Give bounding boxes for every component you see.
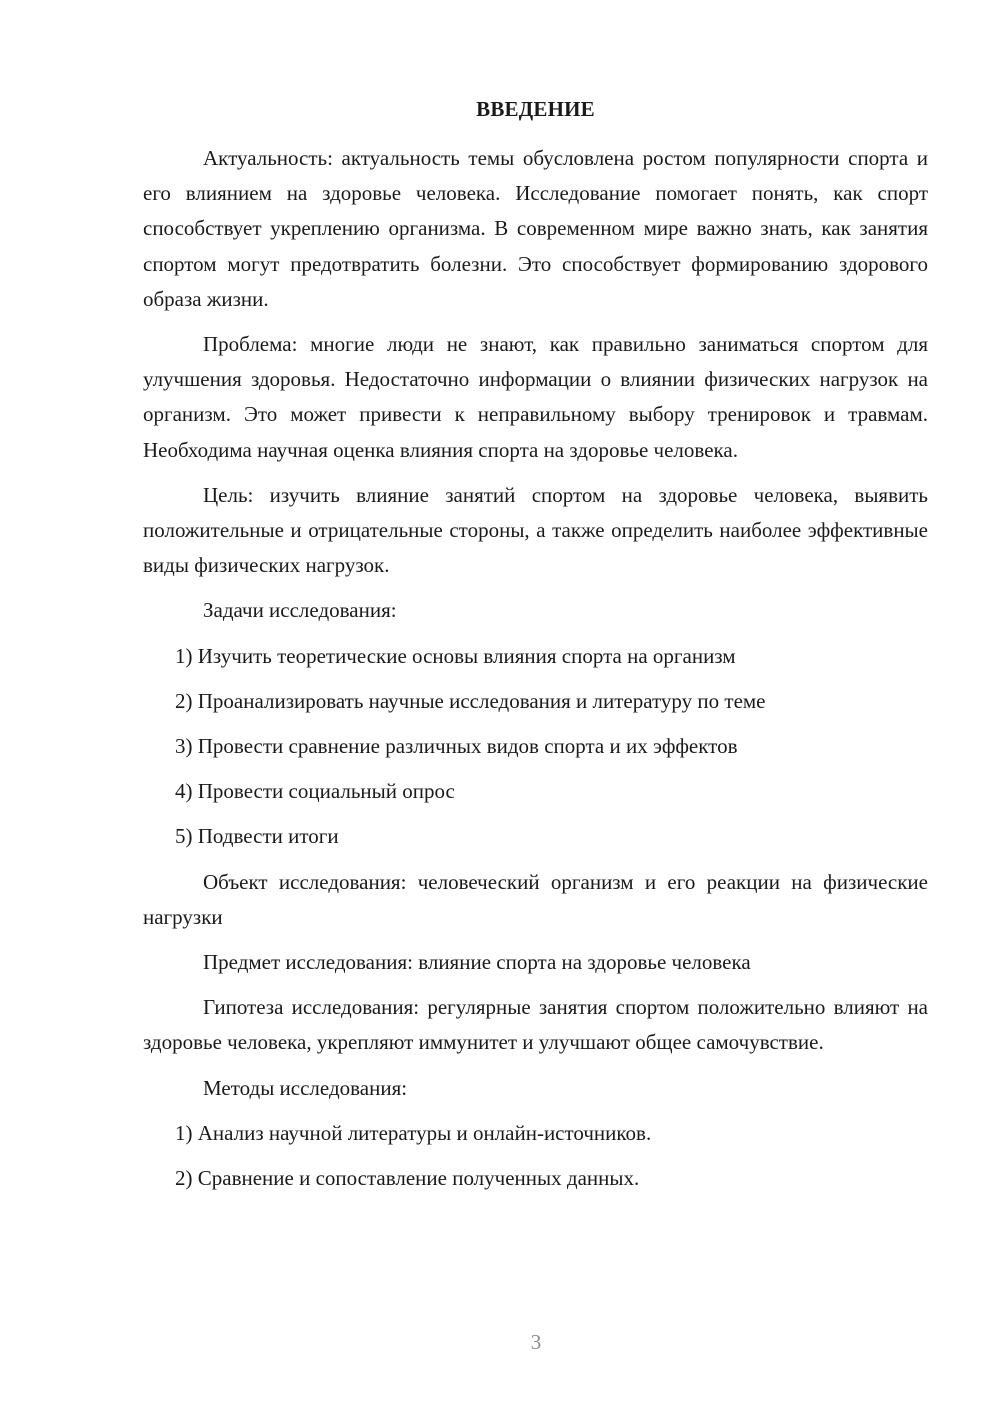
task-item: 3) Провести сравнение различных видов спорта и их эффектов xyxy=(175,734,738,759)
object-paragraph: Объект исследования: человеческий организм и его реакции на физические нагрузки xyxy=(143,869,928,929)
document-page xyxy=(143,94,928,1206)
method-item: 1) Анализ научной литературы и онлайн-источников. xyxy=(175,1120,652,1145)
page-title: ВВЕДЕНИЕ xyxy=(476,97,595,121)
task-item: 5) Подвести итоги xyxy=(175,824,339,849)
tasks-heading: Задачи исследования: xyxy=(203,598,397,623)
goal-paragraph: Цель: изучить влияние занятий спортом на здоровье человека, выявить положительные и отрицательные стороны, а также определить наиболее эффективные виды физических нагрузок. xyxy=(143,482,928,578)
subject-paragraph: Предмет исследования: влияние спорта на здоровье человека xyxy=(203,950,751,975)
relevance-paragraph: Актуальность: актуальность темы обусловлена ростом популярности спорта и его влиянием на здоровье человека. Исследование помогает понять, как спорт способствует укреплению организма. В современном мире важно знать, как занятия спортом могут предотвратить болезни. Это способствует формированию здорового образа жизни. xyxy=(143,146,928,311)
method-item: 2) Сравнение и сопоставление полученных данных. xyxy=(175,1166,640,1191)
task-item: 1) Изучить теоретические основы влияния спорта на организм xyxy=(175,643,736,668)
task-item: 4) Провести социальный опрос xyxy=(175,779,455,804)
hypothesis-paragraph: Гипотеза исследования: регулярные занятия спортом положительно влияют на здоровье человека, укрепляют иммунитет и улучшают общее самочувствие. xyxy=(143,995,928,1055)
page-number: 3 xyxy=(530,1330,542,1354)
task-item: 2) Проанализировать научные исследования и литературу по теме xyxy=(175,688,766,713)
methods-heading: Методы исследования: xyxy=(203,1075,408,1100)
problem-paragraph: Проблема: многие люди не знают, как правильно заниматься спортом для улучшения здоровья. Недостаточно информации о влиянии физических нагрузок на организм. Это может привести к неправильному выбору тренировок и травмам. Необходима научная оценка влияния спорта на здоровье человека. xyxy=(143,332,928,462)
